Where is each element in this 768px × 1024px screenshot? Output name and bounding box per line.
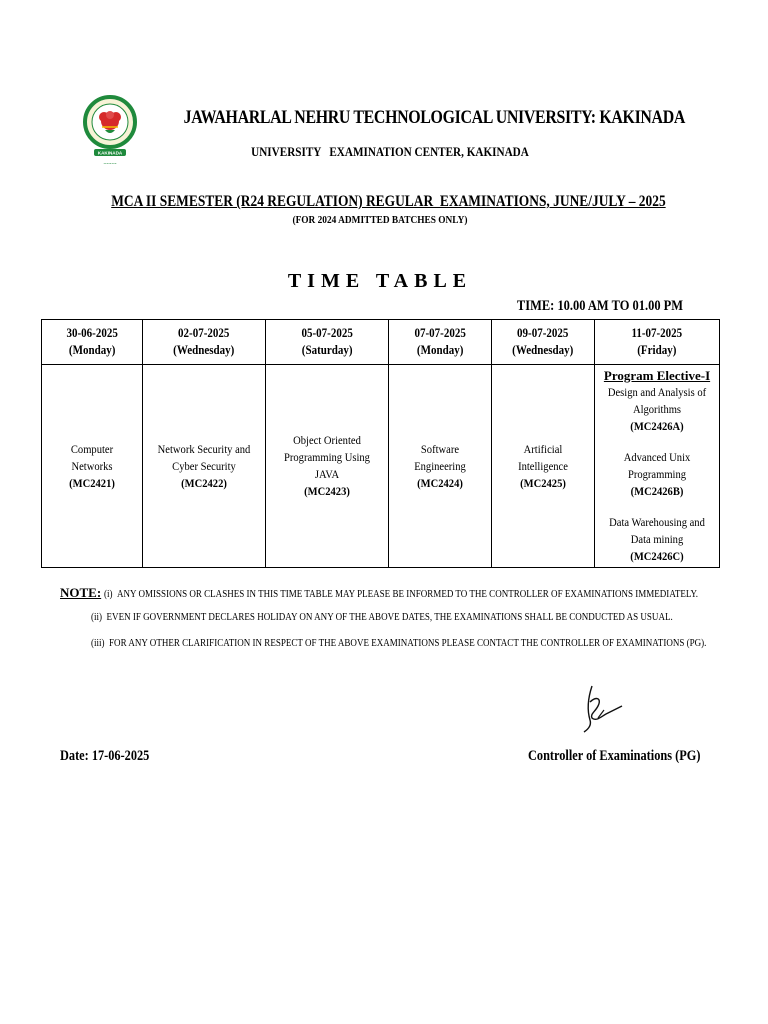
subject-code: (MC2425) <box>520 475 566 490</box>
note-label: NOTE: <box>60 585 102 600</box>
elective-cell <box>595 365 720 568</box>
date-header-cell <box>143 320 266 365</box>
exam-date: 07-07-2025 <box>414 326 466 340</box>
subject-code: (MC2423) <box>304 484 350 498</box>
note-number: (i) <box>103 588 113 600</box>
subject-name: Object Oriented Programming Using JAVA <box>284 433 370 481</box>
subject-name: Software Engineering <box>414 441 466 473</box>
exam-day: (Wednesday) <box>173 343 235 357</box>
signatory-title: Controller of Examinations (PG) <box>528 748 701 764</box>
note-number: (iii) <box>91 637 105 649</box>
exam-day: (Saturday) <box>301 343 353 357</box>
subject-name: Computer Networks <box>70 441 114 473</box>
exam-title: MCA II SEMESTER (R24 REGULATION) REGULAR EXAMINATIONS, JUNE/JULY – 2025 <box>111 193 666 210</box>
note-item <box>60 585 740 611</box>
elective-code: (MC2426B) <box>630 484 684 498</box>
date-header-cell <box>389 320 492 365</box>
note-number: (ii) <box>91 611 103 623</box>
date-header-cell <box>492 320 595 365</box>
elective-heading: Program Elective-I <box>603 368 711 383</box>
issue-date: Date: 17-06-2025 <box>60 748 150 764</box>
subject-cell <box>42 365 143 568</box>
date-header-cell <box>266 320 389 365</box>
elective-code: (MC2426A) <box>630 419 684 433</box>
subject-code: (MC2422) <box>181 475 227 490</box>
subject-name: Network Security and Cyber Security <box>157 441 251 473</box>
exam-time: TIME: 10.00 AM TO 01.00 PM <box>516 298 684 314</box>
exam-subtitle: (FOR 2024 ADMITTED BATCHES ONLY) <box>292 214 468 226</box>
university-logo-icon <box>83 86 137 174</box>
exam-date: 11-07-2025 <box>631 326 683 340</box>
exam-date: 30-06-2025 <box>66 326 118 340</box>
date-header-cell <box>42 320 143 365</box>
subject-cell <box>143 365 266 568</box>
note-text: EVEN IF GOVERNMENT DECLARES HOLIDAY ON ANY OF THE ABOVE DATES, THE EXAMINATIONS SHALL BE CONDUCTED AS USUAL. <box>106 611 673 623</box>
elective-subject: Design and Analysis of Algorithms <box>607 385 707 416</box>
subject-name: Artificial Intelligence <box>518 441 568 473</box>
elective-subject: Advanced Unix Programming <box>623 450 691 481</box>
timetable-heading: TIME TABLE <box>287 270 473 292</box>
elective-code: (MC2426C) <box>630 549 684 563</box>
subject-cell <box>266 365 389 568</box>
note-item <box>60 637 740 663</box>
svg-text:KAKINADA: KAKINADA <box>97 150 123 156</box>
elective-subject: Data Warehousing and Data mining <box>609 515 705 546</box>
note-item <box>60 611 740 637</box>
date-header-cell <box>595 320 720 365</box>
subject-code: (MC2424) <box>417 475 463 490</box>
subject-cell <box>492 365 595 568</box>
subject-code: (MC2421) <box>69 475 115 490</box>
subject-cell <box>389 365 492 568</box>
exam-day: (Wednesday) <box>512 343 574 357</box>
svg-text:~~~~~: ~~~~~ <box>103 161 117 166</box>
signature-icon <box>578 680 626 738</box>
timetable-table <box>41 319 720 568</box>
note-text: FOR ANY OTHER CLARIFICATION IN RESPECT OF THE ABOVE EXAMINATIONS PLEASE CONTACT THE CONTROLLER OF EXAMINATIONS (PG). <box>109 637 707 649</box>
exam-date: 02-07-2025 <box>178 326 230 340</box>
examination-center: UNIVERSITY EXAMINATION CENTER, KAKINADA <box>251 144 529 159</box>
university-name: JAWAHARLAL NEHRU TECHNOLOGICAL UNIVERSITY: KAKINADA <box>183 108 686 128</box>
exam-date: 05-07-2025 <box>301 326 353 340</box>
note-text: ANY OMISSIONS OR CLASHES IN THIS TIME TABLE MAY PLEASE BE INFORMED TO THE CONTROLLER OF EXAMINATIONS IMMEDIATELY. <box>116 588 698 600</box>
exam-date: 09-07-2025 <box>517 326 569 340</box>
exam-day: (Monday) <box>68 343 116 357</box>
exam-day: (Friday) <box>637 343 677 357</box>
exam-day: (Monday) <box>416 343 464 357</box>
subjects-row <box>42 365 720 568</box>
notes-section <box>60 585 740 663</box>
table-header-row <box>42 320 720 365</box>
